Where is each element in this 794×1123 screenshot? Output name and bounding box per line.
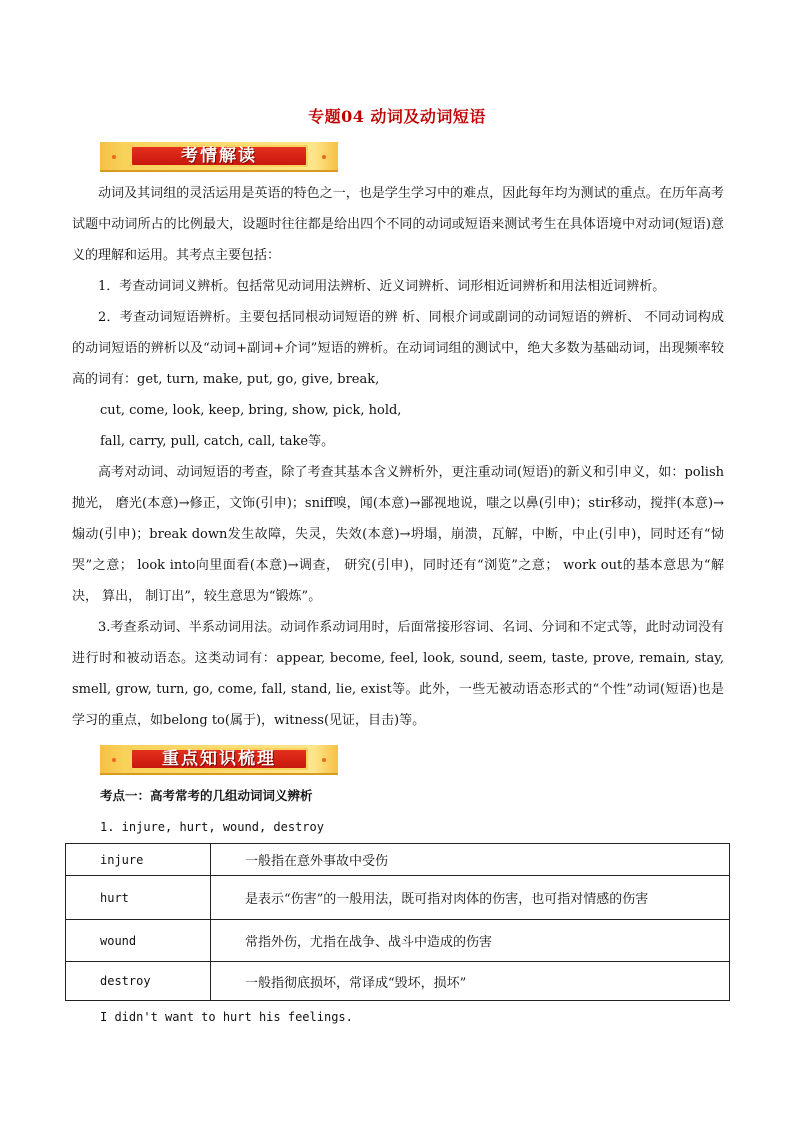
banner-plate	[130, 145, 308, 167]
page-title: 专题04 动词及动词短语	[308, 107, 486, 126]
table-row	[66, 844, 730, 876]
banner-decoration	[322, 758, 326, 762]
meaning-cell: 一般指在意外事故中受伤	[211, 844, 730, 876]
banner-decoration	[112, 758, 116, 762]
verb-list-line: cut, come, look, keep, bring, show, pick, hold,	[100, 403, 402, 418]
banner-decoration	[112, 155, 116, 159]
definition-table	[65, 843, 730, 1001]
banner-label: 重点知识梳理	[162, 749, 276, 769]
section-banner-exam-analysis	[100, 142, 338, 172]
banner-plate	[130, 748, 308, 770]
word-cell: wound	[66, 920, 211, 962]
topic-heading: 考点一：高考常考的几组动词词义辨析	[100, 788, 313, 803]
extended-meaning-paragraph: 高考对动词、动词短语的考查，除了考查其基本含义辨析外，更注重动词(短语)的新义和引申义，如：polish抛光， 磨光(本意)→修正，文饰(引申)；sniff嗅，闻(本意)→鄙视地说，嗤之以鼻(引申)；stir移动，搅拌(本意)→煽动(引申)；break down发生故障，失灵，失效(本意)→坍塌，崩溃，瓦解，中断，中止(引申)，同时还有“恸哭”之意； look into向里面看(本意)→调查， 研究(引申)，同时还有“浏览”之意； work out的基本意思为“解决， 算出， 制订出”，较生意思为“锻炼”。	[72, 465, 724, 604]
meaning-cell: 是表示“伤害”的一般用法，既可指对肉体的伤害，也可指对情感的伤害	[211, 876, 730, 920]
banner-decoration	[322, 155, 326, 159]
word-group-heading: 1. injure, hurt, wound, destroy	[100, 820, 324, 834]
point-3-paragraph: 3.考查系动词、半系动词用法。动词作系动词用时，后面常接形容词、名词、分词和不定式等，此时动词没有进行时和被动语态。这类动词有：appear, become, feel, look, sound, seem, taste, prove, remain, stay, smell, grow, turn, go, come, fall, stand, lie, exist等。此外，一些无被动语态形式的“个性”动词(短语)也是学习的重点，如belong to(属于)，witness(见证，目击)等。	[72, 620, 724, 728]
table-row	[66, 962, 730, 1001]
point-2-paragraph: 2．考查动词短语辨析。主要包括同根动词短语的辨 析、同根介词或副词的动词短语的辨析、 不同动词构成的动词短语的辨析以及“动词+副词+介词”短语的辨析。在动词词组的测试中，绝大多数为基础动词，出现频率较高的词有：get, turn, make, put, go, give, break,	[72, 310, 724, 387]
intro-paragraph: 动词及其词组的灵活运用是英语的特色之一，也是学生学习中的难点，因此每年均为测试的重点。在历年高考试题中动词所占的比例最大，设题时往往都是给出四个不同的动词或短语来测试考生在具体语境中对动词(短语)意义的理解和运用。其考点主要包括：	[72, 186, 724, 263]
table-row	[66, 920, 730, 962]
point-1-paragraph: 1．考查动词词义辨析。包括常见动词用法辨析、近义词辨析、词形相近词辨析和用法相近词辨析。	[98, 279, 666, 294]
table-row	[66, 876, 730, 920]
word-cell: hurt	[66, 876, 211, 920]
word-cell: injure	[66, 844, 211, 876]
intro-section	[72, 178, 724, 736]
example-sentence: I didn't want to hurt his feelings.	[100, 1010, 353, 1024]
section-banner-key-knowledge	[100, 745, 338, 775]
verb-list-line: fall, carry, pull, catch, call, take等。	[100, 434, 335, 449]
meaning-cell: 常指外伤，尤指在战争、战斗中造成的伤害	[211, 920, 730, 962]
meaning-cell: 一般指彻底损坏，常译成“毁坏，损坏”	[211, 962, 730, 1001]
banner-label: 考情解读	[181, 146, 257, 166]
word-cell: destroy	[66, 962, 211, 1001]
